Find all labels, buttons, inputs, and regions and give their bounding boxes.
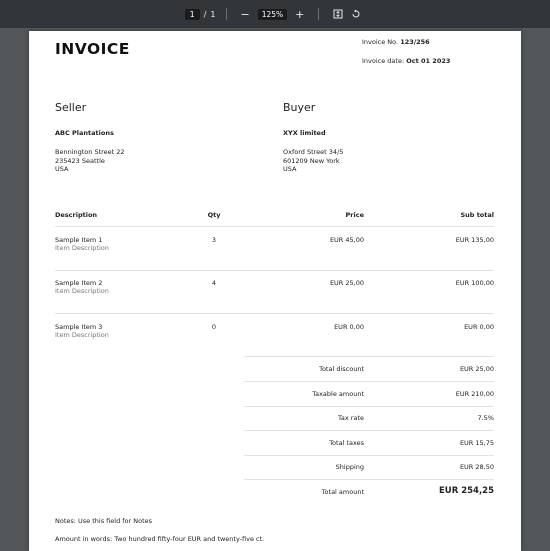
invoice-number [362,38,430,46]
seller-name: ABC Plantations [55,129,114,137]
invoice-page [29,31,521,551]
invoice-number-value: 123/256 [400,38,430,46]
summary-divider [244,406,494,407]
summary-divider [244,455,494,456]
tax-rate-value: 7.5% [477,414,494,422]
invoice-date [362,57,450,65]
total-amount-label: Total amount [321,488,364,496]
item-price: EUR 25,00 [329,279,364,287]
table-divider [55,270,494,271]
buyer-heading: Buyer [283,101,316,114]
toolbar-divider [318,8,319,20]
buyer-address [283,148,343,174]
column-header-qty: Qty [207,211,221,219]
rotate-icon[interactable] [351,9,361,19]
invoice-date-value: Oct 01 2023 [406,57,451,65]
item-description: Item Description [55,287,109,295]
item-subtotal: EUR 135,00 [455,236,494,244]
page-indicator [185,9,216,20]
zoom-controls [237,9,309,20]
column-header-price: Price [345,211,364,219]
invoice-number-label: Invoice No. [362,38,399,46]
table-divider [55,226,494,227]
item-name: Sample Item 2 [55,279,103,287]
seller-address [55,148,125,174]
summary-divider [244,381,494,382]
fit-to-page-icon[interactable] [333,9,343,19]
zoom-out-button[interactable]: − [240,7,250,21]
item-price: EUR 45,00 [329,236,364,244]
item-qty: 4 [211,279,217,287]
item-description: Item Description [55,244,109,252]
invoice-title: INVOICE [55,40,130,58]
item-name: Sample Item 3 [55,323,103,331]
invoice-notes: Notes: Use this field for Notes [55,517,153,525]
summary-divider [244,430,494,431]
total-amount-value: EUR 254,25 [438,486,494,496]
current-page-input[interactable]: 1 [185,9,200,20]
total-discount-value: EUR 25,00 [459,365,494,373]
buyer-address-line: USA [283,165,297,173]
total-pages: 1 [210,9,216,19]
amount-in-words: Amount in words: Two hundred fifty-four EUR and twenty-five ct. [55,535,265,543]
taxable-amount-value: EUR 210,00 [455,390,494,398]
seller-heading: Seller [55,101,87,114]
table-row [55,236,109,252]
item-subtotal: EUR 0,00 [464,323,494,331]
seller-address-line: 235423 Seattle [55,156,105,165]
buyer-address-line: Oxford Street 34/5 [283,148,344,156]
summary-divider [244,479,494,480]
shipping-label: Shipping [335,463,364,471]
zoom-level-input[interactable]: 125% [258,9,287,20]
column-header-description: Description [55,211,98,219]
toolbar-divider [226,8,227,20]
item-description: Item Description [55,331,109,339]
total-taxes-label: Total taxes [329,439,364,447]
buyer-name: XYX limited [283,129,326,137]
table-row [55,323,109,339]
table-divider [55,313,494,314]
seller-address-line: USA [55,165,69,173]
invoice-date-label: Invoice date: [362,57,405,65]
seller-address-line: Bennington Street 22 [55,148,125,156]
buyer-address-line: 601209 New York [283,156,340,165]
item-price: EUR 0,00 [334,323,364,331]
item-name: Sample Item 1 [55,236,103,244]
zoom-in-button[interactable]: + [295,7,305,21]
item-qty: 0 [211,323,217,331]
item-subtotal: EUR 100,00 [455,279,494,287]
total-taxes-value: EUR 15,75 [459,439,494,447]
taxable-amount-label: Taxable amount [312,390,364,398]
tax-rate-label: Tax rate [338,414,364,422]
column-header-subtotal: Sub total [460,211,494,219]
shipping-value: EUR 28,50 [459,463,494,471]
table-row [55,279,109,295]
page-separator: / [203,9,207,19]
item-qty: 3 [211,236,217,244]
pdf-viewer-toolbar [0,0,550,28]
summary-divider [244,356,494,357]
total-discount-label: Total discount [319,365,364,373]
